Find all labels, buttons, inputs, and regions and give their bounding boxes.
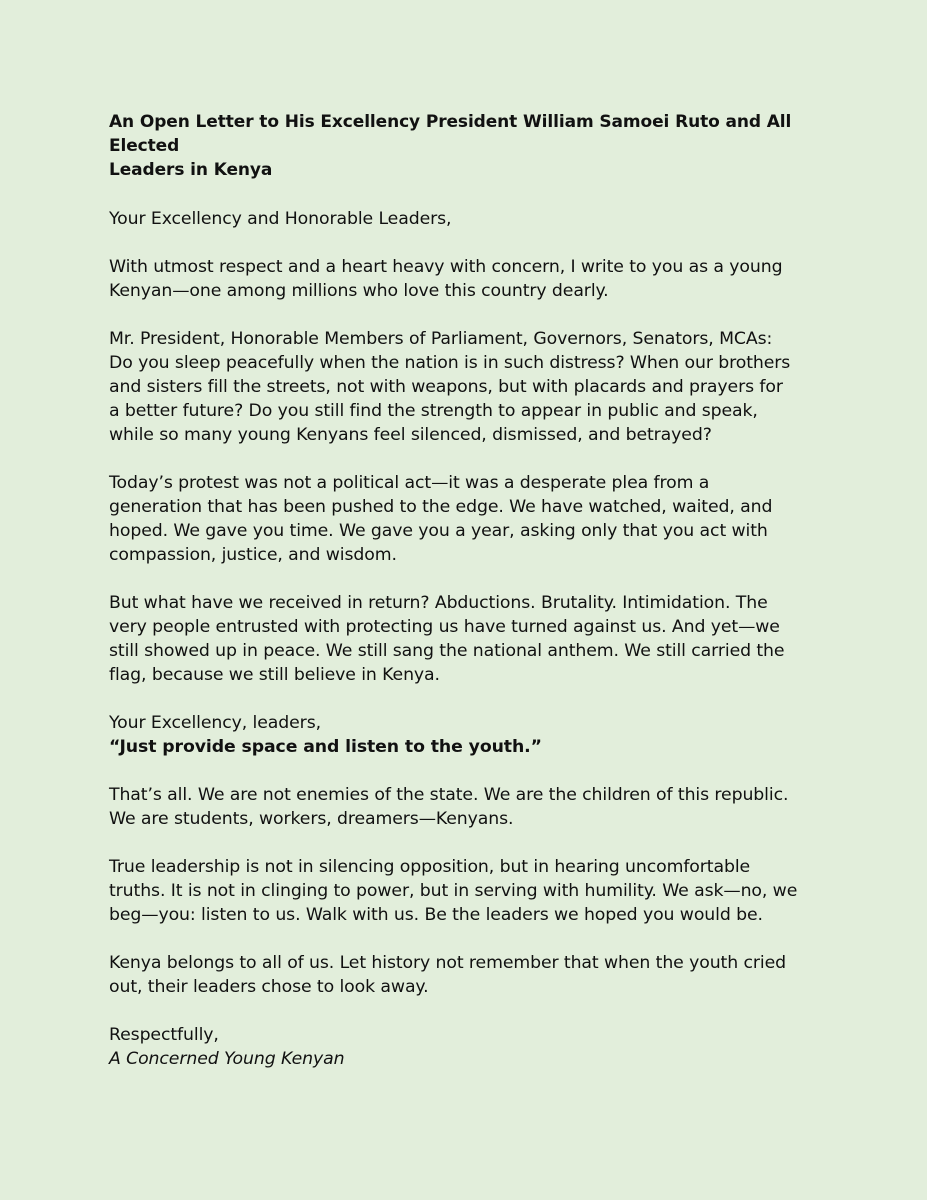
paragraph-questions <box>109 327 847 447</box>
paragraph-plea <box>109 711 847 759</box>
salutation <box>109 207 847 231</box>
paragraph-line: beg—you: listen to us. Walk with us. Be the leaders we hoped you would be. <box>109 905 763 925</box>
paragraph-line: But what have we received in return? Abductions. Brutality. Intimidation. The <box>109 593 768 613</box>
closing: Respectfully, <box>109 1025 219 1045</box>
paragraph-leadership <box>109 855 847 927</box>
letter-title <box>109 110 847 182</box>
paragraph-line: We are students, workers, dreamers—Kenyans. <box>109 809 514 829</box>
paragraph-line: still showed up in peace. We still sang the national anthem. We still carried the <box>109 641 785 661</box>
paragraph-line: True leadership is not in silencing opposition, but in hearing uncomfortable <box>109 857 751 877</box>
paragraph-line: while so many young Kenyans feel silenced, dismissed, and betrayed? <box>109 425 712 445</box>
paragraph-return <box>109 591 847 687</box>
signature: A Concerned Young Kenyan <box>109 1049 345 1069</box>
paragraph-line: Today’s protest was not a political act—it was a desperate plea from a <box>109 473 710 493</box>
address-line: Your Excellency, leaders, <box>109 713 321 733</box>
paragraph-line: and sisters fill the streets, not with weapons, but with placards and prayers for <box>109 377 783 397</box>
paragraph-line: Mr. President, Honorable Members of Parliament, Governors, Senators, MCAs: <box>109 329 773 349</box>
paragraph-history <box>109 951 847 999</box>
paragraph-line: flag, because we still believe in Kenya. <box>109 665 440 685</box>
highlighted-quote: “Just provide space and listen to the youth.” <box>109 737 542 757</box>
paragraph-line: truths. It is not in clinging to power, but in serving with humility. We ask—no, we <box>109 881 798 901</box>
paragraph-line: That’s all. We are not enemies of the state. We are the children of this republic. <box>109 785 789 805</box>
salutation-text: Your Excellency and Honorable Leaders, <box>109 209 452 229</box>
paragraph-line: very people entrusted with protecting us have turned against us. And yet—we <box>109 617 780 637</box>
paragraph-intro <box>109 255 847 303</box>
letter-title-line: An Open Letter to His Excellency President William Samoei Ruto and All Elected <box>109 112 792 156</box>
paragraph-line: generation that has been pushed to the edge. We have watched, waited, and <box>109 497 773 517</box>
paragraph-line: hoped. We gave you time. We gave you a year, asking only that you act with <box>109 521 768 541</box>
letter-title-line: Leaders in Kenya <box>109 160 273 180</box>
paragraph-line: Kenya belongs to all of us. Let history not remember that when the youth cried <box>109 953 786 973</box>
sign-off <box>109 1023 847 1071</box>
paragraph-line: a better future? Do you still find the strength to appear in public and speak, <box>109 401 758 421</box>
paragraph-protest <box>109 471 847 567</box>
paragraph-identity <box>109 783 847 831</box>
paragraph-line: out, their leaders chose to look away. <box>109 977 429 997</box>
paragraph-line: Kenyan—one among millions who love this country dearly. <box>109 281 609 301</box>
paragraph-line: With utmost respect and a heart heavy with concern, I write to you as a young <box>109 257 783 277</box>
paragraph-line: compassion, justice, and wisdom. <box>109 545 397 565</box>
paragraph-line: Do you sleep peacefully when the nation is in such distress? When our brothers <box>109 353 791 373</box>
